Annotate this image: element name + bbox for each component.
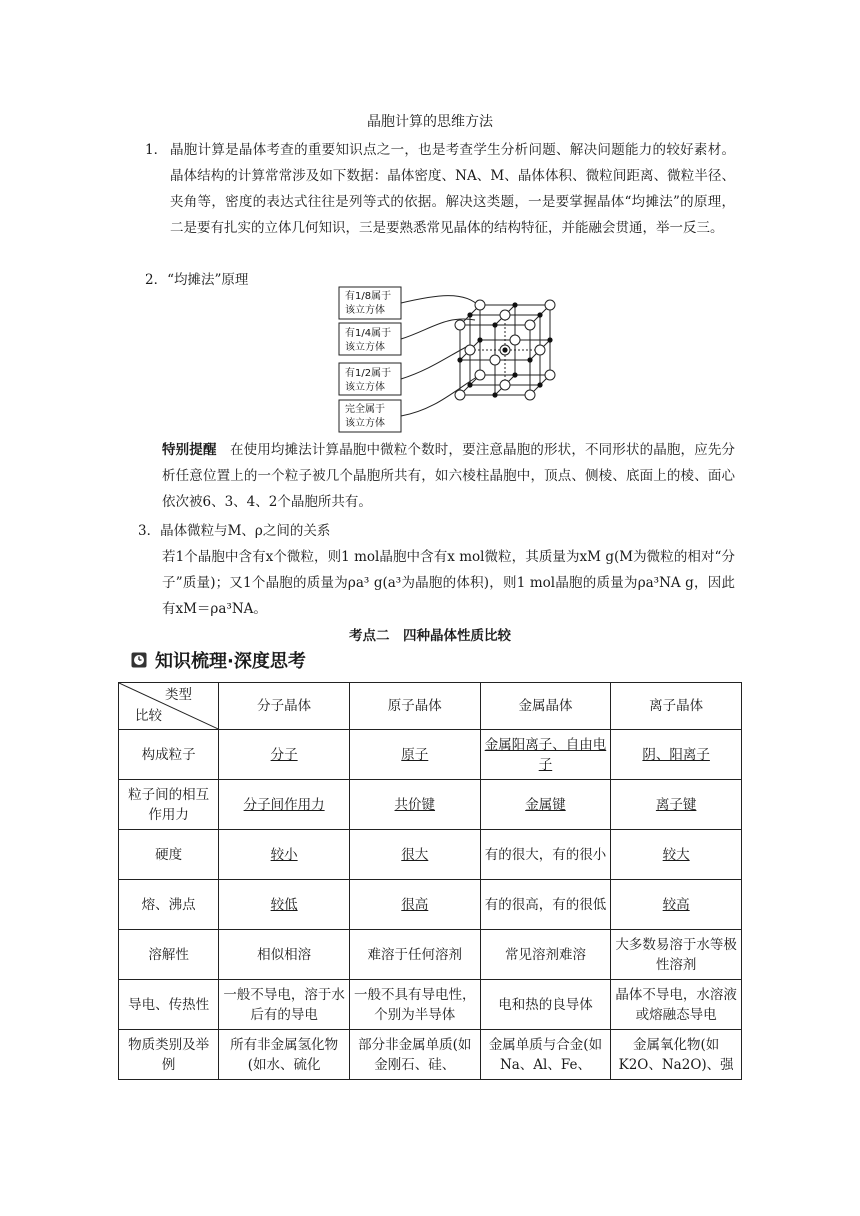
table-cell — [480, 780, 611, 830]
table-header-row — [119, 683, 742, 730]
table-row — [119, 980, 742, 1030]
cell-text: 大多数易溶于水等极性溶剂 — [615, 936, 737, 973]
row-label: 硬度 — [119, 830, 219, 880]
cell-text: 分子间作用力 — [243, 796, 325, 813]
table-cell — [219, 930, 350, 980]
cell-text: 晶体不导电，水溶液或熔融态导电 — [615, 986, 737, 1023]
cell-text: 电和热的良导体 — [498, 996, 593, 1013]
section-3-text: 若1个晶胞中含有x个微粒，则1 mol晶胞中含有x mol微粒，其质量为xM g(M为微粒的相对“分子”质量)；又1个晶胞的质量为ρa³ g(a³为晶胞的体积)，则1 mol晶胞的质量为ρa³NA g，因此有xM＝ρa³NA。 — [162, 549, 735, 617]
cell-text: 离子键 — [655, 796, 697, 813]
table-row — [119, 830, 742, 880]
cell-text: 所有非金属氢化物(如水、硫化 — [230, 1036, 339, 1073]
table-cell — [480, 730, 611, 780]
row-label: 导电、传热性 — [119, 980, 219, 1030]
cell-text: 较小 — [270, 846, 298, 863]
diag-top-label: 类型 — [165, 687, 192, 703]
section-3-heading: 3．晶体微粒与M、ρ之间的关系 — [138, 523, 331, 539]
clock-icon — [131, 652, 147, 668]
page-title: 晶胞计算的思维方法 — [367, 114, 493, 130]
row-label: 粒子间的相互作用力 — [119, 780, 219, 830]
cell-text: 难溶于任何溶剂 — [367, 946, 463, 963]
column-header: 分子晶体 — [219, 683, 350, 730]
table-cell — [480, 930, 611, 980]
cell-text: 原子 — [401, 746, 429, 763]
table-row — [119, 780, 742, 830]
label-edge-line2: 该立方体 — [345, 342, 385, 353]
table-cell — [611, 1030, 742, 1080]
special-tip — [162, 437, 735, 515]
table-row — [119, 1030, 742, 1080]
diag-bottom-label: 比较 — [135, 708, 162, 724]
tip-text: 在使用均摊法计算晶胞中微粒个数时，要注意晶胞的形状，不同形状的晶胞，应先分析任意位置上的一个粒子被几个晶胞所共有，如六棱柱晶胞中，顶点、侧棱、底面上的棱、面心依次被6、3、4、2个晶胞所共有。 — [162, 442, 736, 510]
cell-text: 较大 — [662, 846, 690, 863]
table-cell — [349, 930, 480, 980]
cell-text: 有的很大，有的很小 — [484, 846, 607, 863]
crystal-comparison-table — [118, 682, 742, 1080]
row-label: 构成粒子 — [119, 730, 219, 780]
table-cell — [480, 880, 611, 930]
cell-text: 有的很高，有的很低 — [484, 896, 607, 913]
column-header: 离子晶体 — [611, 683, 742, 730]
table-row — [119, 880, 742, 930]
label-corner-line2: 该立方体 — [345, 305, 385, 316]
table-cell — [349, 730, 480, 780]
cell-text: 金属氧化物(如K2O、Na2O)、强 — [618, 1036, 734, 1073]
table-cell — [611, 730, 742, 780]
table-cell — [219, 980, 350, 1030]
row-label: 熔、沸点 — [119, 880, 219, 930]
section-1-number: 1． — [145, 142, 168, 158]
column-header: 原子晶体 — [349, 683, 480, 730]
section-3 — [138, 518, 735, 622]
cell-text: 较低 — [270, 896, 298, 913]
cell-text: 较高 — [662, 896, 690, 913]
section-1 — [145, 137, 735, 241]
knowledge-header — [131, 647, 306, 673]
column-header: 金属晶体 — [480, 683, 611, 730]
table-cell — [219, 880, 350, 930]
row-label: 溶解性 — [119, 930, 219, 980]
cell-text: 部分非金属单质(如金刚石、硅、 — [358, 1036, 472, 1073]
cell-text: 很大 — [401, 846, 429, 863]
cell-text: 分子 — [270, 746, 298, 763]
table-cell — [219, 730, 350, 780]
section-1-text: 晶胞计算是晶体考查的重要知识点之一，也是考查学生分析问题、解决问题能力的较好素材。晶体结构的计算常常涉及如下数据：晶体密度、NA、M、晶体体积、微粒间距离、微粒半径、夹角等，密度的表达式往往是列等式的依据。解决这类题，一是要掌握晶体“均摊法”的原理，二是要有扎实的立体几何知识，三是要熟悉常见晶体的结构特征，并能融会贯通，举一反三。 — [170, 142, 735, 236]
table-cell — [349, 830, 480, 880]
table-cell — [611, 780, 742, 830]
cell-text: 阴、阳离子 — [642, 746, 710, 763]
table-cell — [219, 830, 350, 880]
cell-text: 金属单质与合金(如Na、Al、Fe、 — [488, 1036, 603, 1073]
label-edge-line1: 有1/4属于 — [345, 328, 392, 339]
label-corner-line1: 有1/8属于 — [345, 291, 392, 302]
diagonal-header-cell — [119, 683, 219, 730]
table-cell — [349, 980, 480, 1030]
table-row — [119, 930, 742, 980]
table-cell — [480, 830, 611, 880]
cell-text: 相似相溶 — [257, 946, 312, 963]
row-label: 物质类别及举例 — [119, 1030, 219, 1080]
cell-text: 金属阳离子、自由电子 — [484, 736, 607, 773]
label-face-line1: 有1/2属于 — [345, 368, 392, 379]
cell-text: 很高 — [401, 896, 429, 913]
section-2-heading: 2．“均摊法”原理 — [145, 272, 249, 288]
tip-label: 特别提醒 — [162, 442, 217, 458]
table-cell — [219, 1030, 350, 1080]
table-cell — [480, 1030, 611, 1080]
cell-text: 金属键 — [525, 796, 566, 813]
table-cell — [611, 980, 742, 1030]
cell-text: 一般不导电，溶于水后有的导电 — [223, 986, 345, 1023]
label-face-line2: 该立方体 — [345, 382, 385, 393]
cell-text: 一般不具有导电性，个别为半导体 — [354, 986, 476, 1023]
table-cell — [611, 830, 742, 880]
label-body-line1: 完全属于 — [345, 404, 385, 415]
cell-text: 常见溶剂难溶 — [504, 946, 586, 963]
knowledge-header-text: 知识梳理·深度思考 — [155, 651, 306, 672]
table-cell — [349, 780, 480, 830]
label-body-line2: 该立方体 — [345, 418, 385, 429]
unit-cell-diagram — [335, 285, 565, 435]
cell-text: 共价键 — [394, 796, 436, 813]
kaodian-title: 考点二 四种晶体性质比较 — [349, 628, 511, 644]
table-cell — [349, 1030, 480, 1080]
table-row — [119, 730, 742, 780]
table-cell — [611, 930, 742, 980]
table-cell — [349, 880, 480, 930]
table-cell — [611, 880, 742, 930]
table-cell — [219, 780, 350, 830]
table-cell — [480, 980, 611, 1030]
